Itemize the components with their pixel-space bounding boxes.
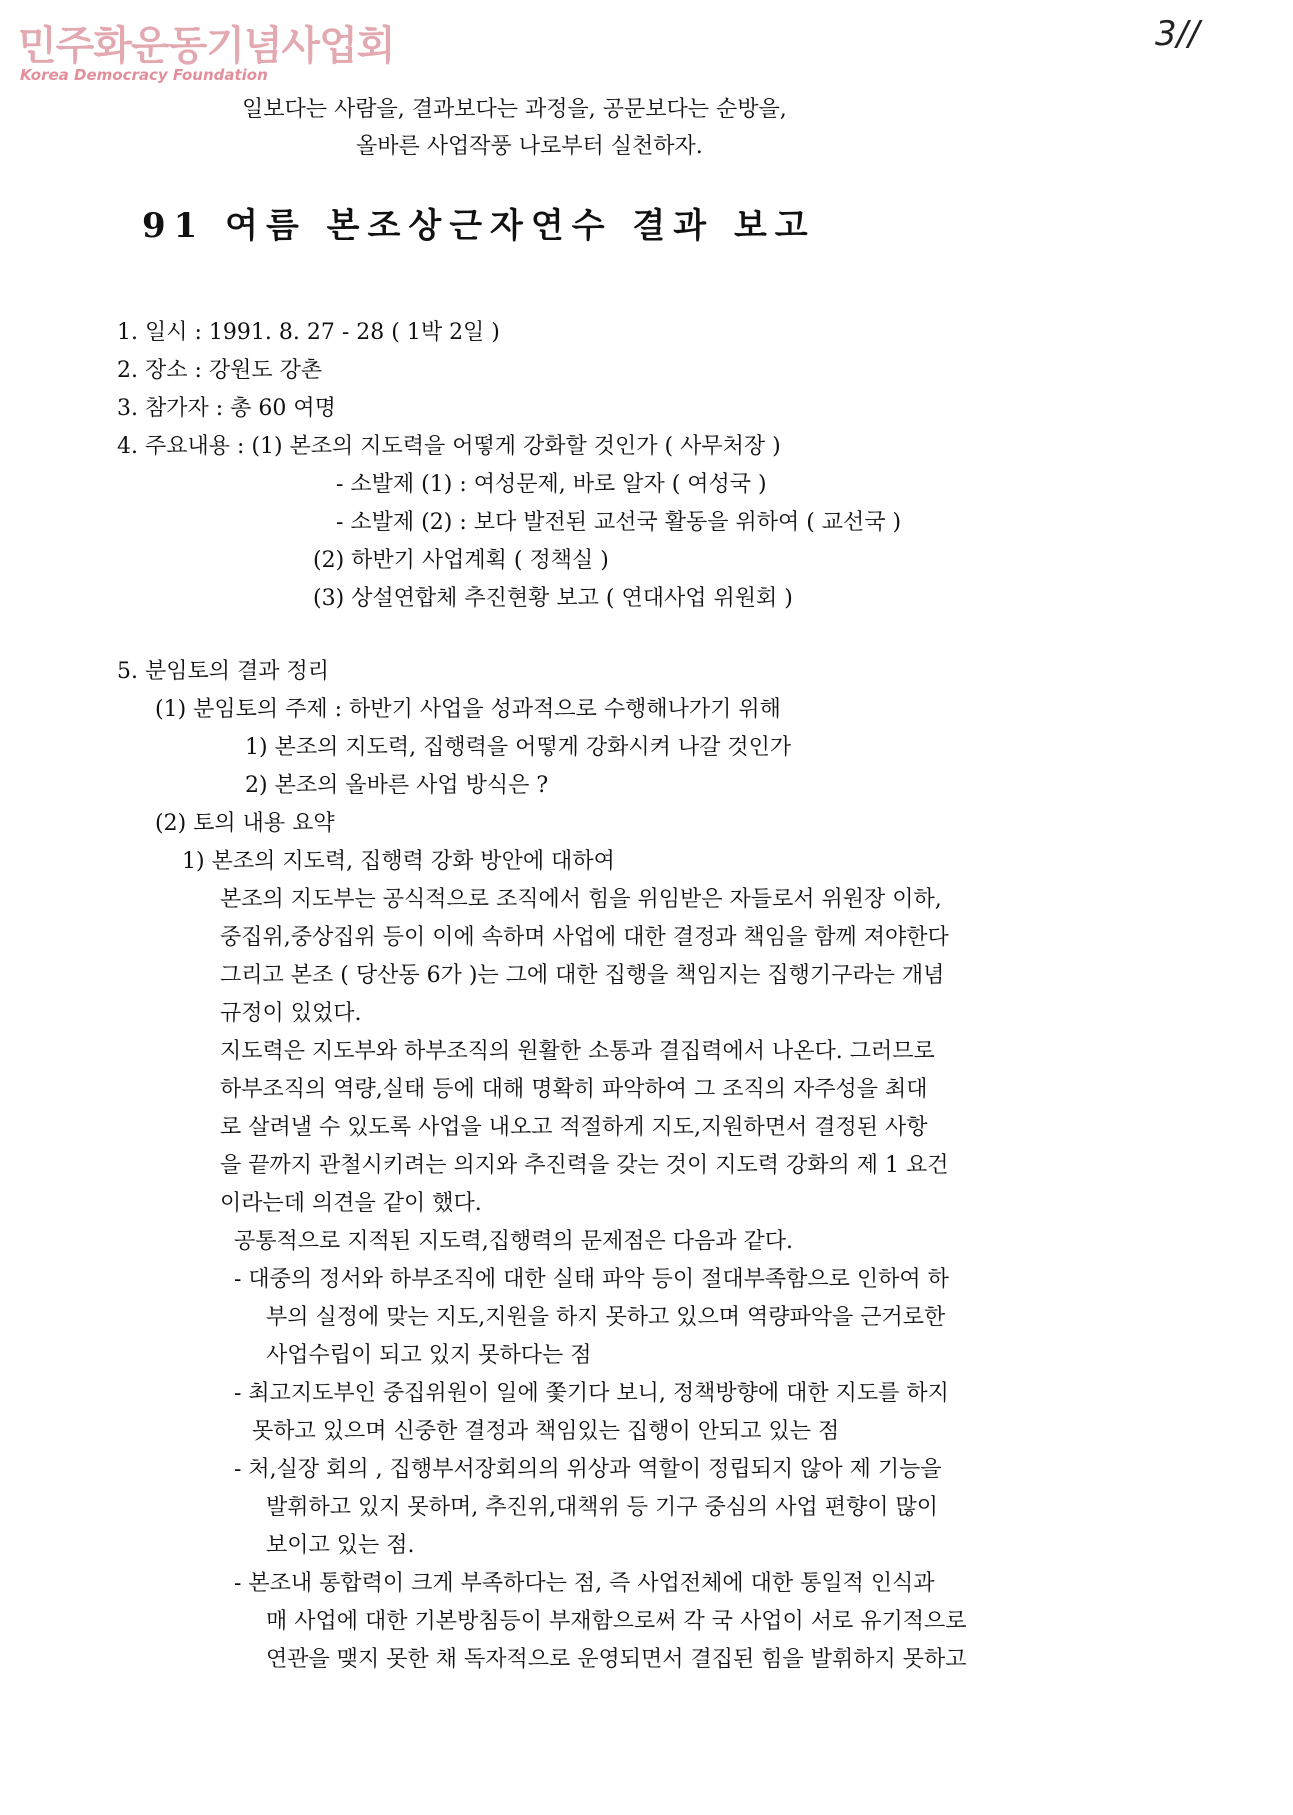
issue-line: 사업수립이 되고 있지 못하다는 점 xyxy=(266,1343,592,1368)
issue-bullet: - 처,실장 회의 , 집행부서장회의의 위상과 역할이 정립되지 않아 제 기능을 xyxy=(234,1457,942,1482)
issue-bullet: - 최고지도부인 중집위원이 일에 쫓기다 보니, 정책방향에 대한 지도를 하지 xyxy=(234,1381,949,1406)
page-mark: 3// xyxy=(1155,14,1200,54)
issue-bullet: - 본조내 통합력이 크게 부족하다는 점, 즉 사업전체에 대한 통일적 인식과 xyxy=(234,1571,935,1596)
issue-line: 못하고 있으며 신중한 결정과 책임있는 집행이 안되고 있는 점 xyxy=(252,1419,840,1444)
watermark-english: Korea Democracy Foundation xyxy=(20,66,268,84)
body-line: 하부조직의 역량,실태 등에 대해 명확히 파악하여 그 조직의 자주성을 최대 xyxy=(220,1077,928,1102)
body-line: 지도력은 지도부와 하부조직의 원활한 소통과 결집력에서 나온다. 그러므로 xyxy=(220,1039,935,1064)
watermark-korean: 민주화운동기념사업회 xyxy=(18,23,395,69)
issue-line: 보이고 있는 점. xyxy=(266,1533,415,1558)
item-date: 1. 일시 : 1991. 8. 27 - 28 ( 1박 2일 ) xyxy=(117,320,500,345)
body-line: 이라는데 의견을 같이 했다. xyxy=(220,1191,482,1216)
issue-line: 매 사업에 대한 기본방침등이 부재함으로써 각 국 사업이 서로 유기적으로 xyxy=(266,1609,967,1634)
issue-line: 연관을 맺지 못한 채 독자적으로 운영되면서 결집된 힘을 발휘하지 못하고 xyxy=(266,1647,967,1672)
body-line: 공통적으로 지적된 지도력,집행력의 문제점은 다음과 같다. xyxy=(234,1229,794,1254)
issue-bullet: - 대중의 정서와 하부조직에 대한 실태 파악 등이 절대부족함으로 인하여 하 xyxy=(234,1267,949,1292)
body-line: 로 살려낼 수 있도록 사업을 내오고 적절하게 지도,지원하면서 결정된 사항 xyxy=(220,1115,928,1140)
content-subitem: - 소발제 (2) : 보다 발전된 교선국 활동을 위하여 ( 교선국 ) xyxy=(336,510,902,535)
issue-line: 발휘하고 있지 못하며, 추진위,대책위 등 기구 중심의 사업 편향이 많이 xyxy=(266,1495,938,1520)
section-heading: 5. 분임토의 결과 정리 xyxy=(117,659,329,684)
body-line: 규정이 있었다. xyxy=(220,1001,362,1026)
item-place: 2. 장소 : 강원도 강촌 xyxy=(117,358,323,383)
body-line: 그리고 본조 ( 당산동 6가 )는 그에 대한 집행을 책임지는 집행기구라는 개념 xyxy=(220,963,945,988)
content-subitem: (2) 하반기 사업계획 ( 정책실 ) xyxy=(313,548,609,573)
content-subitem: (3) 상설연합체 추진현황 보고 ( 연대사업 위원회 ) xyxy=(313,586,793,611)
body-line: 중집위,중상집위 등이 이에 속하며 사업에 대한 결정과 책임을 함께 져야한다 xyxy=(220,925,949,950)
body-line: 을 끝까지 관철시키려는 의지와 추진력을 갖는 것이 지도력 강화의 제 1 요건 xyxy=(220,1153,949,1178)
slogan-line: 올바른 사업작풍 나로부터 실천하자. xyxy=(356,134,703,159)
subsection-heading: (1) 분임토의 주제 : 하반기 사업을 성과적으로 수행해나가기 위해 xyxy=(155,697,781,722)
item-main-content: 4. 주요내용 : (1) 본조의 지도력을 어떻게 강화할 것인가 ( 사무처장 ) xyxy=(117,434,781,459)
content-subitem: - 소발제 (1) : 여성문제, 바로 알자 ( 여성국 ) xyxy=(336,472,767,497)
document-title: 91 여름 본조상근자연수 결과 보고 xyxy=(142,206,816,246)
slogan-line: 일보다는 사람을, 결과보다는 과정을, 공문보다는 순방을, xyxy=(242,97,787,122)
body-line: 본조의 지도부는 공식적으로 조직에서 힘을 위임받은 자들로서 위원장 이하, xyxy=(220,887,942,912)
discussion-topic: 1) 본조의 지도력, 집행력을 어떻게 강화시켜 나갈 것인가 xyxy=(245,735,792,760)
issue-line: 부의 실정에 맞는 지도,지원을 하지 못하고 있으며 역량파악을 근거로한 xyxy=(266,1305,946,1330)
discussion-topic: 2) 본조의 올바른 사업 방식은 ? xyxy=(245,773,549,798)
summary-heading: 1) 본조의 지도력, 집행력 강화 방안에 대하여 xyxy=(182,849,615,874)
subsection-heading: (2) 토의 내용 요약 xyxy=(155,811,335,836)
item-participants: 3. 참가자 : 총 60 여명 xyxy=(117,396,336,421)
